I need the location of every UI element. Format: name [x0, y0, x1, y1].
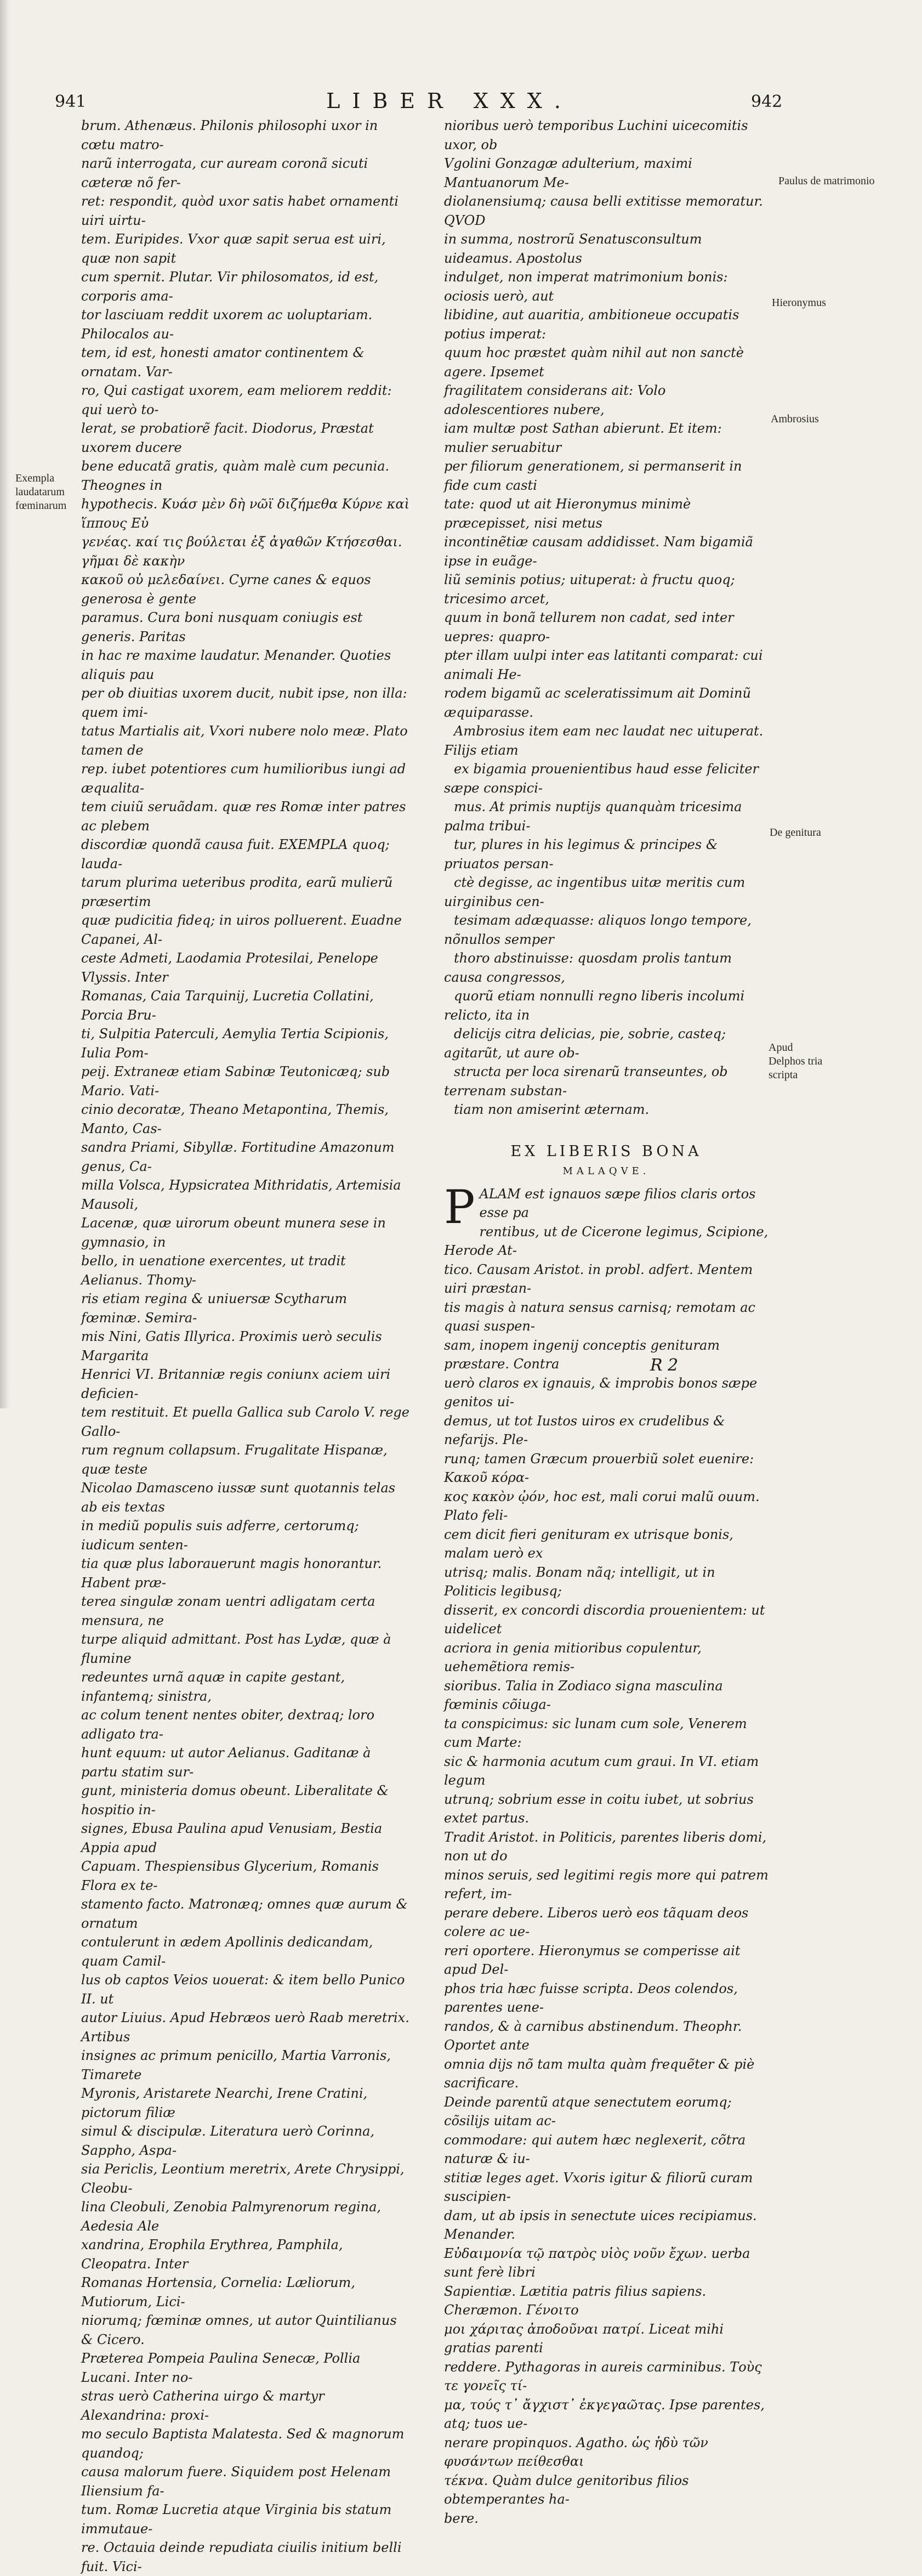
text-line: tem. Euripides. Vxor quæ sapit serua est uiri, quæ non sapit [81, 231, 386, 266]
text-line: κακοῦ οὐ μελεδαίνει. Cyrne canes & equos generosa è gente [81, 572, 371, 607]
text-line: hypothecis. Κυάσ μὲν δὴ νῶϊ διζήμεθα Κύρνε καὶ ἵππους Εὐ [81, 496, 410, 531]
text-line: lina Cleobuli, Zenobia Palmyrenorum regina, Aedesia Ale [81, 2199, 382, 2234]
text-line: quum hoc præstet quàm nihil aut non sanctè agere. Ipsemet [444, 345, 744, 380]
running-title: LIBER XXX. [326, 89, 573, 113]
text-line: discordiæ quondã causa fuit. EXEMPLA quoq; lauda- [81, 837, 390, 871]
drop-cap: P [444, 1180, 475, 1234]
margin-note-hieronymus: Hieronymus [772, 297, 826, 309]
text-line: re. Octauia deinde repudiata ciuilis initium belli fuit. Vici- [81, 2540, 402, 2574]
text-line: mo seculo Baptista Malatesta. Sed & magnorum quandoq; [81, 2426, 405, 2461]
text-line: minos seruis, sed legitimi regis more qui patrem refert, im- [444, 1867, 769, 1901]
text-line: tum. Romæ Lucretia atque Virginia bis statum immutaue- [81, 2502, 392, 2537]
section-subheading: MALAQVE. [562, 1165, 650, 1177]
page-number-left: 941 [55, 92, 87, 111]
text-line: milla Volsca, Hypsicratea Mithridatis, Artemisia Mausoli, [81, 1177, 401, 1212]
text-line: narũ interrogata, cur auream coronã sicuti cæteræ nõ fer- [81, 156, 368, 190]
text-line: per ob diuitias uxorem ducit, nubit ipse, non illa: quem imi- [81, 686, 407, 720]
text-line: ret: respondit, quòd uxor satis habet ornamenti uiri uirtu- [81, 194, 399, 228]
text-line: γενέας. καί τις βούλεται ἐξ ἀγαθῶν Κτήσεσθαι. γῆμαι δὲ κακὴν [81, 534, 402, 569]
text-line: μοι χάριτας ἀποδοῦναι πατρί. Liceat mihi gratias parenti [444, 2321, 724, 2356]
text-line: mus. At primis nuptijs quanquàm tricesima palma tribui- [444, 799, 742, 834]
right-text-column [444, 116, 769, 2528]
text-line: tico. Causam Aristot. in probl. adfert. Mentem uiri præstan- [444, 1261, 753, 1296]
text-line: ALAM est ignauos sæpe filios claris ortos esse pa [479, 1186, 756, 1220]
text-line: runq; tamen Græcum prouerbiũ solet euenire: Κακοῦ κόρα- [444, 1451, 754, 1485]
text-line: rum regnum collapsum. Frugalitate Hispanæ, quæ teste [81, 1442, 388, 1477]
text-block-ambrosius [444, 722, 769, 1119]
text-line: ro, Qui castigat uxorem, eam meliorem reddit: qui uerò to- [81, 383, 392, 417]
text-line: uerò claros ex ignauis, & improbis bonos sæpe genitos ui- [444, 1375, 758, 1409]
text-line: Nicolao Damasceno iussæ sunt quotannis telas ab eis textas [81, 1480, 396, 1515]
text-line: cinio decoratæ, Theano Metapontina, Themis, Manto, Cas- [81, 1102, 389, 1136]
text-line: Ambrosius item eam nec laudat nec uituperat. Filijs etiam [444, 723, 764, 758]
text-line: utrisq; malis. Bonam nãq; intelligit, ut in Politicis legibusq; [444, 1564, 715, 1599]
text-line: sic & harmonia acutum cum graui. In VI. etiam legum [444, 1753, 759, 1788]
text-line: xandrina, Erophila Erythrea, Pamphila, Cleopatra. Inter [81, 2237, 343, 2272]
signature-mark: R 2 [650, 1356, 679, 1375]
text-line: Henrici VI. Britanniæ regis coniunx aciem uiri deficien- [81, 1367, 391, 1401]
text-line: ceste Admeti, Laodamia Protesilai, Penelope Vlyssis. Inter [81, 950, 378, 985]
text-line: bere. [444, 2510, 479, 2526]
margin-note-ambrosius: Ambrosius [771, 413, 819, 425]
text-line: quum in bonã tellurem non cadat, sed inter uepres: quapro- [444, 610, 734, 644]
text-line: bene educatã gratis, quàm malè cum pecunia. Theognes in [81, 458, 390, 493]
text-line: sam, inopem ingenij conceptis genituram præstare. Contra [444, 1337, 720, 1372]
text-line: signes, Ebusa Paulina apud Venusiam, Bestia Appia apud [81, 1821, 383, 1855]
text-line: liũ seminis potius; uituperat: à fructu quoq; tricesimo arcet, [444, 572, 735, 607]
text-line: iam multæ post Sathan abierunt. Et item: mulier seruabitur [444, 421, 722, 455]
text-line: μα, τούς τ᾽ ἄγχιστ᾽ ἐκγεγαῶτας. Ipse parentes, atq; tuos ue- [444, 2397, 765, 2431]
text-line: in hac re maxime laudatur. Menander. Quoties aliquis pau [81, 648, 391, 682]
text-line: diolanensiumq; causa belli extitisse memoratur. QVOD [444, 194, 763, 228]
section-heading: EX LIBERIS BONA [510, 1142, 702, 1160]
text-line: rep. iubet potentiores cum humilioribus iungi ad æqualita- [81, 761, 406, 796]
text-line: commodare: qui autem hæc neglexerit, cõtra naturæ & iu- [444, 2132, 746, 2166]
margin-note-delphi: Apud Delphos tria scripta [769, 1041, 823, 1081]
text-line: ctè degisse, ac ingentibus uitæ meritis cum uirginibus cen- [444, 875, 745, 909]
text-line: Vgolini Gonzagæ adulterium, maximi Mantuanorum Me- [444, 156, 692, 190]
text-line: dam, ut ab ipsis in senectute uices recipiamus. Menander. [444, 2207, 757, 2242]
running-header [0, 89, 922, 120]
text-line: rentibus, ut de Cicerone legimus, Scipione, Herode At- [444, 1224, 769, 1258]
text-line: tis magis à natura sensus carnisq; remotam ac quasi suspen- [444, 1299, 755, 1334]
text-line: pter illam uulpi inter eas latitanti comparat: cui animali He- [444, 648, 763, 682]
text-line: redeuntes urnã aquæ in capite gestant, infantemq; sinistra, [81, 1669, 345, 1704]
text-line: quorũ etiam nonnulli regno liberis incolumi relicto, ita in [444, 988, 745, 1023]
left-text-column [81, 116, 410, 2576]
text-line: thoro abstinuisse: quosdam prolis tantum causa congressos, [444, 950, 732, 985]
text-line: Myronis, Aristarete Nearchi, Irene Cratini, pictorum filiæ [81, 2086, 368, 2120]
text-line: Deinde parentũ atque senectutem eorumq; cõsilijs uitam ac- [444, 2094, 732, 2128]
text-line: libidine, aut auaritia, ambitioneue occupatis potius imperat: [444, 307, 739, 342]
margin-note-genitura: De genitura [770, 826, 821, 839]
text-line: Lacenæ, quæ uirorum obeunt munera sese in gymnasio, in [81, 1215, 386, 1250]
text-line: simul & discipulæ. Literatura uerò Corinna, Sappho, Aspa- [81, 2124, 375, 2158]
text-line: stamento facto. Matronæq; omnes quæ aurum & ornatum [81, 1896, 408, 1931]
text-line: disserit, ex concordi discordia prouenientem: ut uidelicet [444, 1602, 765, 1637]
text-line: rodem bigamũ ac sceleratissimum ait Dominũ æquiparasse. [444, 686, 751, 720]
text-line: in summa, nostrorũ Senatusconsultum uideamus. Apostolus [444, 231, 702, 266]
text-line: tur, plures in his legimus & principes & priuatos persan- [444, 837, 718, 871]
text-line: demus, ut tot Iustos uiros ex crudelibus & nefarijs. Ple- [444, 1413, 725, 1447]
text-line: sioribus. Talia in Zodiaco signa masculina fœminis cõiuga- [444, 1678, 723, 1712]
text-line: ta conspicimus: sic lunam cum sole, Venerem cum Marte: [444, 1716, 747, 1750]
text-line: lus ob captos Veios uouerat: & item bello Punico II. ut [81, 1972, 405, 2007]
text-line: tesimam adæquasse: aliquos longo tempore, nõnullos semper [444, 913, 752, 947]
text-block-apostolus [444, 116, 769, 722]
text-line: insignes ac primum penicillo, Martia Varronis, Timarete [81, 2048, 391, 2082]
text-line: Romanas Hortensia, Cornelia: Læliorum, Mutiorum, Lici- [81, 2275, 355, 2309]
text-line: in mediũ populis suis adferre, certorumq; iudicum senten- [81, 1518, 359, 1553]
text-line: κος κακὸν ᾠόν, hoc est, mali corui malũ ouum. Plato feli- [444, 1488, 760, 1523]
text-line: terea singulæ zonam uentri adligatam certa mensura, ne [81, 1594, 375, 1628]
text-line: sia Periclis, Leontium meretrix, Arete Chrysippi, Cleobu- [81, 2161, 405, 2196]
text-line: peij. Extraneæ etiam Sabinæ Teutonicæq; sub Mario. Vati- [81, 1064, 390, 1099]
text-line: stras uerò Catherina uirgo & martyr Alexandrina: proxi- [81, 2388, 325, 2423]
text-line: bello, in uenatione exercentes, ut tradit Aelianus. Thomy- [81, 1253, 346, 1288]
text-line: autor Liuius. Apud Hebræos uerò Raab meretrix. Artibus [81, 2010, 409, 2045]
text-line: gunt, ministeria domus obeunt. Liberalitate & hospitio in- [81, 1783, 389, 1818]
binding-shadow [0, 0, 10, 1408]
text-line: tate: quod ut ait Hieronymus minimè præcepisset, nisi metus [444, 496, 691, 531]
text-line: tem, id est, honesti amator continentem & ornatam. Var- [81, 345, 365, 380]
page-number-right: 942 [751, 92, 783, 111]
text-line: utrunq; sobrium esse in coitu iubet, ut sobrius extet partus. [444, 1791, 754, 1826]
text-line: sandra Priami, Sibyllæ. Fortitudine Amazonum genus, Ca- [81, 1140, 395, 1174]
text-line: delicijs citra delicias, pie, sobrie, casteq; agitarũt, ut aure ob- [444, 1026, 726, 1061]
text-line: niorumq; fœminæ omnes, ut autor Quintilianus & Cicero. [81, 2313, 397, 2347]
text-line: nerare propinquos. Agatho. ὡς ἡδὺ τῶν φυσάντων πείθεσθαι [444, 2435, 708, 2469]
text-line: reri oportere. Hieronymus se comperisse ait apud Del- [444, 1943, 741, 1977]
text-line: causa malorum fuere. Siquidem post Helenam Iliensium fa- [81, 2464, 391, 2499]
text-line: ris etiam regina & uniuersæ Scytharum fœminæ. Semira- [81, 1291, 348, 1326]
text-line: Præterea Pompeia Paulina Senecæ, Pollia Lucani. Inter no- [81, 2351, 361, 2385]
text-line: tatus Martialis ait, Vxori nubere nolo meæ. Plato tamen de [81, 723, 408, 758]
text-line: contulerunt in ædem Apollinis dedicandam, quam Camil- [81, 1934, 373, 1969]
text-line: tarum plurima ueteribus prodita, earũ mulierũ præsertim [81, 875, 393, 909]
text-line: structa per loca sirenarũ transeuntes, ob terrenam substan- [444, 1064, 728, 1099]
text-line: tem ciuiũ seruãdam. quæ res Romæ inter patres ac plebem [81, 799, 406, 834]
text-line: phos tria hæc fuisse scripta. Deos colendos, parentes uene- [444, 1980, 738, 2015]
text-line: ti, Sulpitia Paterculi, Aemylia Tertia Scipionis, Iulia Pom- [81, 1026, 389, 1061]
text-line: hunt equum: ut autor Aelianus. Gaditanæ à partu statim sur- [81, 1745, 371, 1780]
text-line: tor lasciuam reddit uxorem ac uoluptariam. Philocalos au- [81, 307, 373, 342]
text-line: quæ pudicitia fideq; in uiros polluerent. Euadne Capanei, Al- [81, 913, 402, 947]
text-line: mis Nini, Gatis Illyrica. Proximis uerò seculis Margarita [81, 1329, 382, 1363]
margin-note-exempla: Exempla laudatarum fœminarum [15, 472, 67, 512]
text-line: stitiæ leges aget. Vxoris igitur & filiorũ curam suscipien- [444, 2170, 753, 2204]
text-line: omnia dijs nõ tam multa quàm frequẽter & piè sacrificare. [444, 2056, 755, 2091]
text-line: Sapientiæ. Lætitia patris filius sapiens. Cheræmon. Γένοιτο [444, 2283, 707, 2318]
margin-note-paulus: Paulus de matrimonio [778, 175, 875, 187]
text-line: tem restituit. Et puella Gallica sub Carolo V. rege Gallo- [81, 1405, 409, 1439]
text-line: lerat, se probatiorẽ facit. Diodorus, Præstat uxorem ducere [81, 421, 374, 455]
text-line: brum. Athenæus. Philonis philosophi uxor in cœtu matro- [81, 118, 378, 152]
text-line: reddere. Pythagoras in aureis carminibus. Τοὺς τε γονεῖς τί- [444, 2359, 762, 2393]
text-line: per filiorum generationem, si permanserit in fide cum casti [444, 458, 742, 493]
text-line: ex bigamia prouenientibus haud esse feliciter sæpe conspici- [444, 761, 759, 796]
text-line: turpe aliquid admittant. Post has Lydæ, quæ à flumine [81, 1632, 391, 1666]
text-line: cum spernit. Plutar. Vir philosomatos, id est, corporis ama- [81, 269, 379, 304]
text-line: nioribus uerò temporibus Luchini uicecomitis uxor, ob [444, 118, 748, 152]
text-line: acriora in genia mitioribus copulentur, uehemẽtiora remis- [444, 1640, 702, 1674]
text-line: tiam non amiserint æternam. [454, 1102, 650, 1117]
text-line: tia quæ plus laborauerunt magis honorantur. Habent præ- [81, 1556, 382, 1590]
text-line: cem dicit fieri genituram ex utrisque bonis, malam uerò ex [444, 1526, 733, 1561]
text-block-liberis [444, 1180, 769, 2528]
text-line: paramus. Cura boni nusquam coniugis est generis. Paritas [81, 610, 363, 644]
text-line: indulget, non imperat matrimonium bonis: ociosis uerò, aut [444, 269, 728, 304]
text-line: Εὐδαιμονία τῷ πατρὸς υἱὸς νοῦν ἔχων. uerba sunt ferè libri [444, 2245, 750, 2280]
text-line: ac colum tenent nentes obiter, dextraq; loro adligato tra- [81, 1707, 375, 1742]
text-line: randos, & à carnibus abstinendum. Theophr. Oportet ante [444, 2018, 742, 2053]
text-line: Tradit Aristot. in Politicis, parentes liberis domi, non ut do [444, 1829, 767, 1864]
text-line: perare debere. Liberos uerò eos tãquam deos colere ac ue- [444, 1905, 749, 1939]
text-line: τέκνα. Quàm dulce genitoribus filios obtemperantes ha- [444, 2472, 689, 2507]
text-line: incontinẽtiæ causam addidisset. Nam bigamiã ipse in euãge- [444, 534, 753, 569]
text-line: Romanas, Caia Tarquinij, Lucretia Collatini, Porcia Bru- [81, 988, 374, 1023]
text-line: Capuam. Thespiensibus Glycerium, Romanis Flora ex te- [81, 1859, 379, 1893]
text-line: fragilitatem considerans ait: Volo adolescentiores nubere, [444, 383, 666, 417]
